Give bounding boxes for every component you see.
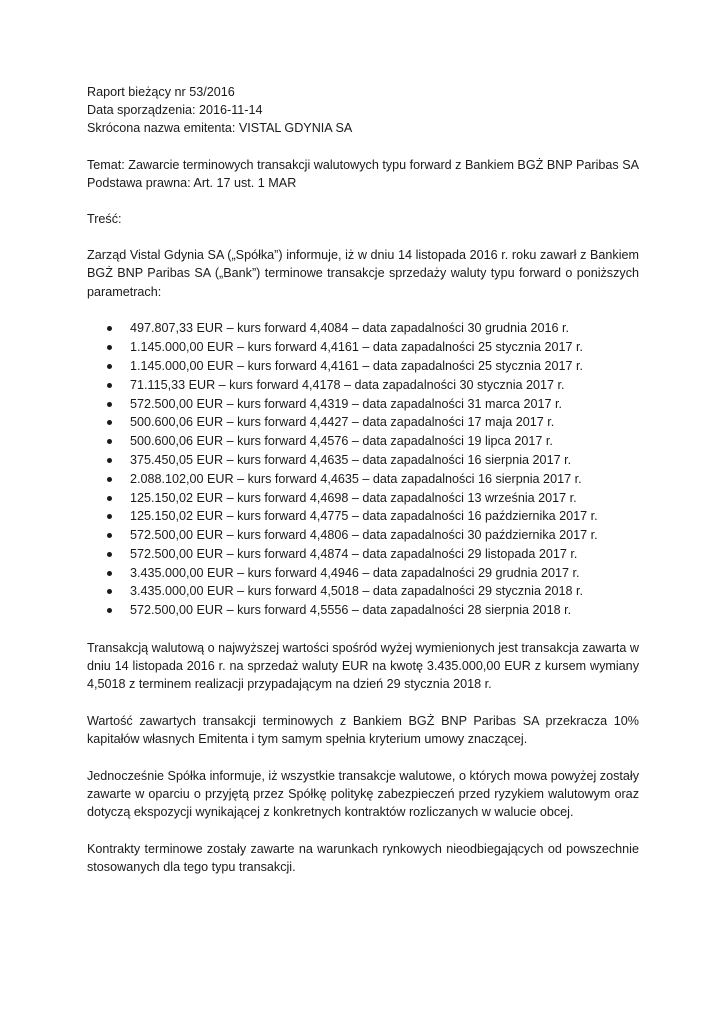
content-label: Treść: <box>87 212 122 227</box>
bullet-icon <box>107 552 112 557</box>
report-date: Data sporządzenia: 2016-11-14 <box>87 103 263 118</box>
bullet-icon <box>107 496 112 501</box>
issuer-name: Skrócona nazwa emitenta: VISTAL GDYNIA SA <box>87 121 353 136</box>
list-item: 572.500,00 EUR – kurs forward 4,4806 – data zapadalności 30 października 2017 r. <box>87 526 639 545</box>
subject-topic: Temat: Zawarcie terminowych transakcji walutowych typu forward z Bankiem BGŻ BNP Paribas SA <box>87 157 639 172</box>
list-item: 375.450,05 EUR – kurs forward 4,4635 – data zapadalności 16 sierpnia 2017 r. <box>87 451 639 470</box>
bullet-icon <box>107 458 112 463</box>
list-item: 572.500,00 EUR – kurs forward 4,4874 – data zapadalności 29 listopada 2017 r. <box>87 545 639 564</box>
report-subject <box>87 156 639 192</box>
bullet-icon <box>107 345 112 350</box>
list-item: 497.807,33 EUR – kurs forward 4,4084 – data zapadalności 30 grudnia 2016 r. <box>87 319 639 338</box>
list-item: 125.150,02 EUR – kurs forward 4,4698 – data zapadalności 13 września 2017 r. <box>87 489 639 508</box>
bullet-icon <box>107 514 112 519</box>
list-item: 125.150,02 EUR – kurs forward 4,4775 – data zapadalności 16 października 2017 r. <box>87 507 639 526</box>
list-item: 500.600,06 EUR – kurs forward 4,4427 – data zapadalności 17 maja 2017 r. <box>87 413 639 432</box>
report-header <box>87 83 639 138</box>
bullet-icon <box>107 589 112 594</box>
bullet-icon <box>107 439 112 444</box>
list-item: 3.435.000,00 EUR – kurs forward 4,5018 – data zapadalności 29 stycznia 2018 r. <box>87 582 639 601</box>
list-item: 1.145.000,00 EUR – kurs forward 4,4161 – data zapadalności 25 stycznia 2017 r. <box>87 357 639 376</box>
highest-transaction-paragraph: Transakcją walutową o najwyższej wartości spośród wyżej wymienionych jest transakcja zawarta w dniu 14 listopada 2016 r. na sprzedaż waluty EUR na kwotę 3.435.000,00 EUR z kursem wymiany 4,5018 z terminem realizacji przypadającym na dzień 29 stycznia 2018 r. <box>87 640 639 691</box>
bullet-icon <box>107 571 112 576</box>
list-item: 3.435.000,00 EUR – kurs forward 4,4946 – data zapadalności 29 grudnia 2017 r. <box>87 564 639 583</box>
legal-basis: Podstawa prawna: Art. 17 ust. 1 MAR <box>87 175 297 190</box>
list-item: 500.600,06 EUR – kurs forward 4,4576 – data zapadalności 19 lipca 2017 r. <box>87 432 639 451</box>
market-terms-paragraph: Kontrakty terminowe zostały zawarte na warunkach rynkowych nieodbiegających od powszechnie stosowanych dla tego typu transakcji. <box>87 841 639 874</box>
list-item: 572.500,00 EUR – kurs forward 4,5556 – data zapadalności 28 sierpnia 2018 r. <box>87 601 639 620</box>
bullet-icon <box>107 402 112 407</box>
hedging-policy-paragraph: Jednocześnie Spółka informuje, iż wszystkie transakcje walutowe, o których mowa powyżej zostały zawarte w oparciu o przyjętą przez Spółkę politykę zabezpieczeń przed ryzykiem walutowym oraz dotyczą ekspozycji wynikającej z konkretnych kontraktów rozliczanych w walucie obcej. <box>87 768 639 819</box>
document-page <box>87 83 639 876</box>
list-item: 1.145.000,00 EUR – kurs forward 4,4161 – data zapadalności 25 stycznia 2017 r. <box>87 338 639 357</box>
list-item: 71.115,33 EUR – kurs forward 4,4178 – data zapadalności 30 stycznia 2017 r. <box>87 376 639 395</box>
intro-paragraph: Zarząd Vistal Gdynia SA („Spółka”) informuje, iż w dniu 14 listopada 2016 r. roku zawarł z Bankiem BGŻ BNP Paribas SA („Bank”) terminowe transakcje sprzedaży waluty typu forward o poniższych parametrach: <box>87 248 639 299</box>
bullet-icon <box>107 326 112 331</box>
significance-paragraph: Wartość zawartych transakcji terminowych z Bankiem BGŻ BNP Paribas SA przekracza 10% kapitałów własnych Emitenta i tym samym spełnia kryterium umowy znaczącej. <box>87 713 639 746</box>
bullet-icon <box>107 533 112 538</box>
list-item: 2.088.102,00 EUR – kurs forward 4,4635 – data zapadalności 16 sierpnia 2017 r. <box>87 470 639 489</box>
bullet-icon <box>107 420 112 425</box>
bullet-icon <box>107 477 112 482</box>
report-number: Raport bieżący nr 53/2016 <box>87 85 235 99</box>
bullet-icon <box>107 608 112 613</box>
transactions-list <box>87 319 639 620</box>
list-item: 572.500,00 EUR – kurs forward 4,4319 – data zapadalności 31 marca 2017 r. <box>87 395 639 414</box>
bullet-icon <box>107 364 112 369</box>
bullet-icon <box>107 383 112 388</box>
